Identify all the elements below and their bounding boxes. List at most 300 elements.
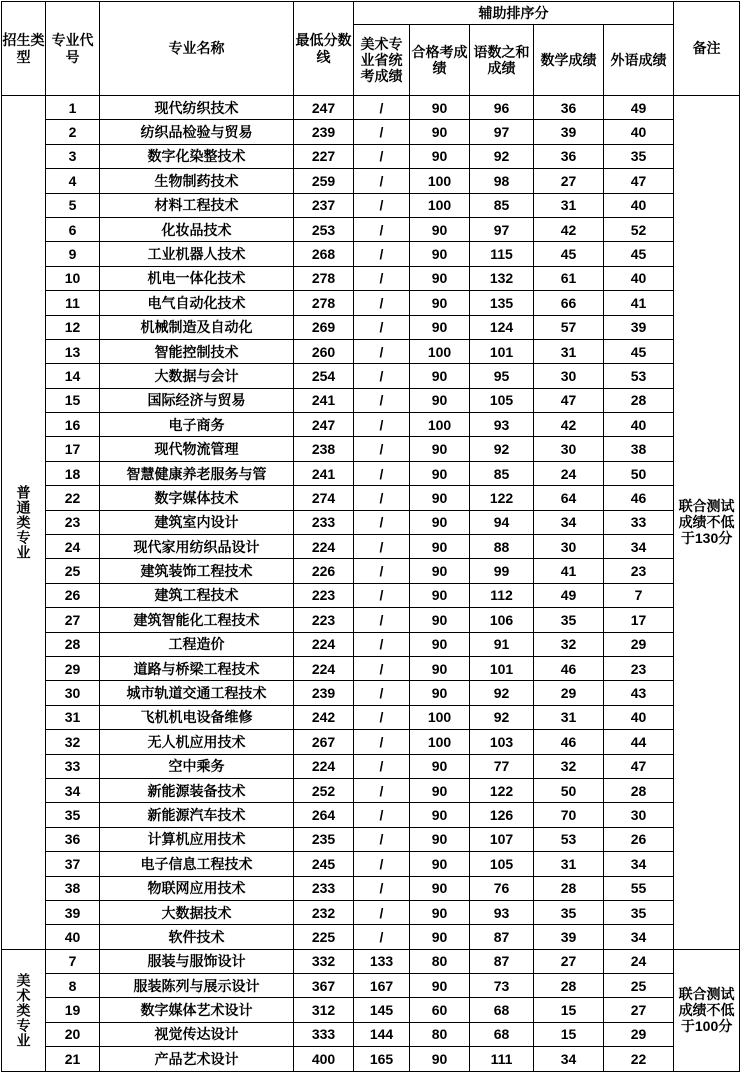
cell-math-score: 46 [534,730,604,754]
group-remark: 联合测试成绩不低于130分 [674,96,740,950]
cell-code: 38 [46,876,100,900]
cell-code: 18 [46,461,100,485]
cell-name: 电子信息工程技术 [100,852,294,876]
cell-min-score: 223 [294,583,354,607]
cell-min-score: 245 [294,852,354,876]
cell-art-score: / [354,559,410,583]
cell-code: 15 [46,388,100,412]
cell-code: 2 [46,120,100,144]
table-row [2,1047,740,1071]
cell-min-score: 233 [294,510,354,534]
cell-min-score: 367 [294,974,354,998]
cell-art-score: 145 [354,998,410,1022]
cell-code: 36 [46,827,100,851]
cell-sum-score: 77 [470,754,534,778]
cell-min-score: 238 [294,437,354,461]
cell-sum-score: 88 [470,535,534,559]
cell-min-score: 247 [294,96,354,120]
header-aux-group: 辅助排序分 [354,2,674,25]
cell-name: 现代物流管理 [100,437,294,461]
table-row [2,120,740,144]
table-row [2,413,740,437]
cell-pass-score: 90 [410,876,470,900]
table-row [2,852,740,876]
cell-name: 视觉传达设计 [100,1022,294,1046]
cell-math-score: 41 [534,559,604,583]
cell-name: 大数据与会计 [100,364,294,388]
cell-pass-score: 100 [410,193,470,217]
cell-foreign-score: 45 [604,339,674,363]
cell-name: 大数据技术 [100,900,294,924]
cell-art-score: / [354,339,410,363]
cell-min-score: 241 [294,461,354,485]
cell-min-score: 224 [294,632,354,656]
header-code: 专业代号 [46,2,100,96]
cell-math-score: 34 [534,510,604,534]
table-row [2,291,740,315]
cell-sum-score: 98 [470,169,534,193]
cell-foreign-score: 41 [604,291,674,315]
cell-math-score: 27 [534,169,604,193]
group-type-label: 普通类专业 [2,96,46,950]
table-row [2,144,740,168]
cell-min-score: 312 [294,998,354,1022]
cell-sum-score: 97 [470,120,534,144]
cell-foreign-score: 47 [604,169,674,193]
cell-pass-score: 90 [410,632,470,656]
cell-foreign-score: 27 [604,998,674,1022]
table-row [2,96,740,120]
cell-foreign-score: 35 [604,900,674,924]
cell-art-score: 133 [354,949,410,973]
table-row [2,681,740,705]
cell-code: 19 [46,998,100,1022]
cell-name: 飞机机电设备维修 [100,705,294,729]
cell-math-score: 36 [534,96,604,120]
cell-art-score: / [354,852,410,876]
cell-pass-score: 90 [410,266,470,290]
table-row [2,803,740,827]
cell-name: 城市轨道交通工程技术 [100,681,294,705]
cell-name: 材料工程技术 [100,193,294,217]
cell-art-score: / [354,388,410,412]
cell-pass-score: 100 [410,705,470,729]
cell-foreign-score: 25 [604,974,674,998]
cell-name: 机械制造及自动化 [100,315,294,339]
cell-code: 6 [46,217,100,241]
cell-math-score: 30 [534,535,604,559]
table-row [2,925,740,949]
cell-name: 工业机器人技术 [100,242,294,266]
table-row [2,388,740,412]
table-row [2,339,740,363]
cell-min-score: 264 [294,803,354,827]
header-row-group [2,2,740,25]
cell-art-score: / [354,510,410,534]
cell-min-score: 237 [294,193,354,217]
cell-code: 21 [46,1047,100,1071]
cell-min-score: 260 [294,339,354,363]
cell-art-score: / [354,242,410,266]
cell-sum-score: 92 [470,705,534,729]
cell-code: 24 [46,535,100,559]
cell-name: 软件技术 [100,925,294,949]
cell-name: 无人机应用技术 [100,730,294,754]
cell-pass-score: 90 [410,974,470,998]
cell-sum-score: 106 [470,608,534,632]
cell-math-score: 31 [534,852,604,876]
cell-art-score: / [354,535,410,559]
cell-art-score: / [354,96,410,120]
cell-art-score: / [354,730,410,754]
table-row [2,486,740,510]
cell-min-score: 239 [294,681,354,705]
cell-name: 建筑装饰工程技术 [100,559,294,583]
group-type-label: 美术类专业 [2,949,46,1071]
cell-min-score: 278 [294,266,354,290]
cell-name: 产品艺术设计 [100,1047,294,1071]
table-row [2,510,740,534]
cell-art-score: / [354,291,410,315]
cell-math-score: 32 [534,632,604,656]
cell-min-score: 253 [294,217,354,241]
cell-math-score: 30 [534,364,604,388]
cell-name: 机电一体化技术 [100,266,294,290]
table-row [2,900,740,924]
cell-code: 13 [46,339,100,363]
cell-math-score: 34 [534,1047,604,1071]
cell-pass-score: 90 [410,535,470,559]
cell-foreign-score: 40 [604,120,674,144]
cell-code: 39 [46,900,100,924]
cell-math-score: 49 [534,583,604,607]
cell-sum-score: 122 [470,486,534,510]
table-row [2,461,740,485]
cell-math-score: 31 [534,193,604,217]
cell-math-score: 66 [534,291,604,315]
group-remark: 联合测试成绩不低于100分 [674,949,740,1071]
cell-min-score: 400 [294,1047,354,1071]
cell-art-score: / [354,583,410,607]
cell-code: 27 [46,608,100,632]
cell-math-score: 57 [534,315,604,339]
cell-sum-score: 101 [470,339,534,363]
header-remark: 备注 [674,2,740,96]
table-row [2,632,740,656]
cell-name: 新能源汽车技术 [100,803,294,827]
cell-sum-score: 68 [470,1022,534,1046]
cell-name: 电子商务 [100,413,294,437]
cell-min-score: 224 [294,754,354,778]
cell-math-score: 15 [534,998,604,1022]
table-row [2,730,740,754]
cell-name: 服装与服饰设计 [100,949,294,973]
cell-art-score: / [354,632,410,656]
cell-name: 工程造价 [100,632,294,656]
cell-sum-score: 93 [470,413,534,437]
cell-pass-score: 90 [410,827,470,851]
cell-foreign-score: 34 [604,535,674,559]
cell-pass-score: 90 [410,681,470,705]
cell-name: 数字媒体艺术设计 [100,998,294,1022]
cell-foreign-score: 26 [604,827,674,851]
cell-code: 12 [46,315,100,339]
table-header [2,2,740,96]
cell-foreign-score: 23 [604,656,674,680]
table-row [2,876,740,900]
cell-math-score: 27 [534,949,604,973]
cell-pass-score: 90 [410,242,470,266]
cell-pass-score: 90 [410,144,470,168]
cell-art-score: / [354,754,410,778]
cell-foreign-score: 40 [604,705,674,729]
table-row [2,242,740,266]
cell-min-score: 333 [294,1022,354,1046]
cell-pass-score: 90 [410,486,470,510]
cell-min-score: 224 [294,656,354,680]
cell-pass-score: 100 [410,169,470,193]
cell-min-score: 247 [294,413,354,437]
cell-foreign-score: 40 [604,413,674,437]
cell-math-score: 47 [534,388,604,412]
cell-art-score: 167 [354,974,410,998]
cell-foreign-score: 35 [604,144,674,168]
table-row [2,169,740,193]
cell-code: 28 [46,632,100,656]
cell-art-score: / [354,217,410,241]
header-math: 数学成绩 [534,25,604,96]
cell-math-score: 53 [534,827,604,851]
cell-foreign-score: 7 [604,583,674,607]
table-row [2,608,740,632]
cell-art-score: / [354,169,410,193]
cell-name: 服装陈列与展示设计 [100,974,294,998]
cell-pass-score: 90 [410,852,470,876]
cell-sum-score: 132 [470,266,534,290]
cell-pass-score: 100 [410,730,470,754]
table-row [2,998,740,1022]
header-foreign: 外语成绩 [604,25,674,96]
cell-code: 37 [46,852,100,876]
cell-foreign-score: 22 [604,1047,674,1071]
cell-math-score: 39 [534,120,604,144]
cell-code: 16 [46,413,100,437]
cell-code: 8 [46,974,100,998]
cell-foreign-score: 29 [604,1022,674,1046]
cell-math-score: 46 [534,656,604,680]
cell-pass-score: 90 [410,120,470,144]
cell-min-score: 233 [294,876,354,900]
cell-code: 26 [46,583,100,607]
cell-name: 数字化染整技术 [100,144,294,168]
cell-math-score: 29 [534,681,604,705]
cell-name: 现代纺织技术 [100,96,294,120]
cell-min-score: 225 [294,925,354,949]
cell-code: 29 [46,656,100,680]
cell-code: 17 [46,437,100,461]
cell-min-score: 242 [294,705,354,729]
header-pass-exam: 合格考成绩 [410,25,470,96]
cell-code: 10 [46,266,100,290]
cell-name: 建筑智能化工程技术 [100,608,294,632]
table-row [2,949,740,973]
cell-code: 31 [46,705,100,729]
header-name: 专业名称 [100,2,294,96]
table-row [2,827,740,851]
cell-sum-score: 112 [470,583,534,607]
cell-foreign-score: 50 [604,461,674,485]
cell-art-score: / [354,681,410,705]
cell-math-score: 28 [534,974,604,998]
cell-name: 物联网应用技术 [100,876,294,900]
cell-art-score: / [354,144,410,168]
cell-art-score: / [354,413,410,437]
cell-foreign-score: 46 [604,486,674,510]
cell-code: 40 [46,925,100,949]
cell-min-score: 252 [294,778,354,802]
cell-foreign-score: 47 [604,754,674,778]
cell-name: 数字媒体技术 [100,486,294,510]
cell-pass-score: 90 [410,388,470,412]
cell-art-score: / [354,364,410,388]
cell-pass-score: 90 [410,437,470,461]
cell-name: 智能控制技术 [100,339,294,363]
cell-min-score: 232 [294,900,354,924]
cell-sum-score: 93 [470,900,534,924]
cell-foreign-score: 24 [604,949,674,973]
cell-foreign-score: 17 [604,608,674,632]
cell-sum-score: 85 [470,193,534,217]
cell-name: 纺织品检验与贸易 [100,120,294,144]
cell-math-score: 35 [534,900,604,924]
cell-math-score: 28 [534,876,604,900]
cell-min-score: 267 [294,730,354,754]
cell-pass-score: 80 [410,949,470,973]
cell-foreign-score: 39 [604,315,674,339]
cell-pass-score: 90 [410,96,470,120]
cell-pass-score: 90 [410,778,470,802]
cell-sum-score: 68 [470,998,534,1022]
cell-pass-score: 60 [410,998,470,1022]
table-row [2,217,740,241]
cell-name: 空中乘务 [100,754,294,778]
cell-sum-score: 96 [470,96,534,120]
cell-sum-score: 103 [470,730,534,754]
cell-sum-score: 122 [470,778,534,802]
cell-art-score: 165 [354,1047,410,1071]
cell-math-score: 45 [534,242,604,266]
cell-art-score: / [354,486,410,510]
table-row [2,364,740,388]
cell-sum-score: 87 [470,925,534,949]
cell-sum-score: 115 [470,242,534,266]
cell-pass-score: 90 [410,754,470,778]
cell-min-score: 269 [294,315,354,339]
table-row [2,656,740,680]
cell-art-score: / [354,705,410,729]
cell-foreign-score: 53 [604,364,674,388]
table-row [2,266,740,290]
cell-sum-score: 95 [470,364,534,388]
cell-math-score: 30 [534,437,604,461]
cell-sum-score: 135 [470,291,534,315]
cell-name: 化妆品技术 [100,217,294,241]
header-min-score: 最低分数线 [294,2,354,96]
cell-foreign-score: 40 [604,266,674,290]
cell-sum-score: 107 [470,827,534,851]
cell-math-score: 42 [534,413,604,437]
cell-code: 3 [46,144,100,168]
cell-code: 30 [46,681,100,705]
cell-math-score: 24 [534,461,604,485]
cell-pass-score: 90 [410,900,470,924]
cell-code: 23 [46,510,100,534]
cell-min-score: 332 [294,949,354,973]
table-row [2,1022,740,1046]
cell-art-score: / [354,900,410,924]
cell-art-score: / [354,778,410,802]
table-row [2,193,740,217]
cell-min-score: 274 [294,486,354,510]
cell-foreign-score: 49 [604,96,674,120]
cell-min-score: 278 [294,291,354,315]
cell-pass-score: 90 [410,1047,470,1071]
cell-code: 9 [46,242,100,266]
header-type: 招生类型 [2,2,46,96]
cell-pass-score: 90 [410,608,470,632]
cell-min-score: 239 [294,120,354,144]
cell-name: 智慧健康养老服务与管 [100,461,294,485]
cell-name: 国际经济与贸易 [100,388,294,412]
cell-sum-score: 76 [470,876,534,900]
cell-min-score: 268 [294,242,354,266]
cell-sum-score: 99 [470,559,534,583]
table-row [2,705,740,729]
cell-sum-score: 92 [470,681,534,705]
cell-sum-score: 101 [470,656,534,680]
cell-pass-score: 90 [410,510,470,534]
cell-sum-score: 126 [470,803,534,827]
cell-art-score: / [354,656,410,680]
cell-sum-score: 91 [470,632,534,656]
cell-name: 计算机应用技术 [100,827,294,851]
cell-math-score: 42 [534,217,604,241]
cell-sum-score: 111 [470,1047,534,1071]
cell-code: 22 [46,486,100,510]
cell-foreign-score: 34 [604,925,674,949]
table-row [2,754,740,778]
cell-pass-score: 90 [410,364,470,388]
cell-math-score: 32 [534,754,604,778]
cell-art-score: / [354,876,410,900]
cell-pass-score: 90 [410,803,470,827]
cell-code: 20 [46,1022,100,1046]
cell-pass-score: 90 [410,559,470,583]
cell-sum-score: 73 [470,974,534,998]
cell-name: 电气自动化技术 [100,291,294,315]
cell-code: 25 [46,559,100,583]
cell-name: 道路与桥梁工程技术 [100,656,294,680]
cell-name: 新能源装备技术 [100,778,294,802]
cell-pass-score: 100 [410,413,470,437]
cell-code: 7 [46,949,100,973]
cell-min-score: 224 [294,535,354,559]
cell-math-score: 70 [534,803,604,827]
cell-foreign-score: 28 [604,778,674,802]
admission-scores-table [1,1,740,1072]
header-lang-math-sum: 语数之和成绩 [470,25,534,96]
cell-code: 11 [46,291,100,315]
